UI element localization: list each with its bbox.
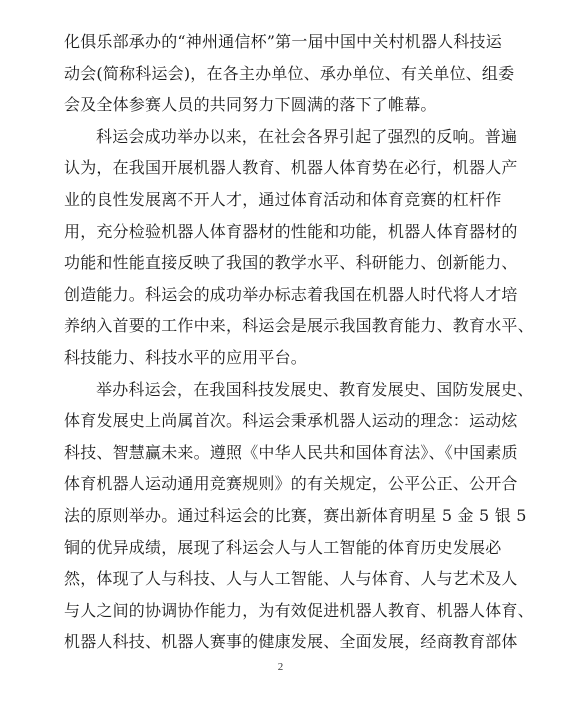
paragraph-2-line-1: 科运会成功举办以来，在社会各界引起了强烈的反响。普遍: [96, 126, 518, 146]
paragraph-3-line-8: 与人之间的协调协作能力，为有效促进机器人教育、机器人体育、: [64, 600, 534, 620]
paragraph-2-line-6: 创造能力。科运会的成功举办标志着我国在机器人时代将人才培: [64, 284, 518, 304]
paragraph-1-line-3: 会及全体参赛人员的共同努力下圆满的落下了帷幕。: [64, 95, 437, 115]
paragraph-3-line-4: 体育机器人运动通用竞赛规则》的有关规定，公平公正、公开合: [64, 474, 518, 494]
paragraph-3-line-5: 法的原则举办。通过科运会的比赛，赛出新体育明星 5 金 5 银 5: [64, 505, 527, 525]
paragraph-2-line-3: 业的良性发展离不开人才，通过体育活动和体育竞赛的杠杆作: [64, 189, 502, 209]
paragraph-2-line-2: 认为，在我国开展机器人教育、机器人体育势在必行，机器人产: [64, 158, 518, 178]
paragraph-2-line-8: 科技能力、科技水平的应用平台。: [64, 347, 308, 367]
paragraph-3-line-6: 铜的优异成绩，展现了科运会人与人工智能的体育历史发展必: [64, 537, 502, 557]
paragraph-3-line-7: 然，体现了人与科技、人与人工智能、人与体育、人与艺术及人: [64, 569, 518, 589]
paragraph-1-line-2: 动会(简称科运会)，在各主办单位、承办单位、有关单位、组委: [64, 63, 515, 83]
document-body: [64, 26, 534, 658]
paragraph-3-line-3: 科技、智慧赢未来。遵照《中华人民共和国体育法》、《中国素质: [64, 442, 518, 462]
page-number: 2: [277, 661, 284, 673]
paragraph-3-line-1: 举办科运会，在我国科技发展史、教育发展史、国防发展史、: [96, 379, 534, 399]
paragraph-2-line-7: 养纳入首要的工作中来，科运会是展示我国教育能力、教育水平、: [64, 316, 534, 336]
paragraph-1-line-1: 化俱乐部承办的“神州通信杯”第一届中国中关村机器人科技运: [64, 32, 502, 51]
paragraph-2-line-5: 功能和性能直接反映了我国的教学水平、科研能力、创新能力、: [64, 253, 518, 273]
paragraph-3-line-2: 体育发展史上尚属首次。科运会秉承机器人运动的理念：运动炫: [64, 411, 518, 431]
paragraph-2-line-4: 用，充分检验机器人体育器材的性能和功能，机器人体育器材的: [64, 221, 518, 241]
paragraph-3-line-9: 机器人科技、机器人赛事的健康发展、全面发展，经商教育部体: [64, 632, 518, 652]
